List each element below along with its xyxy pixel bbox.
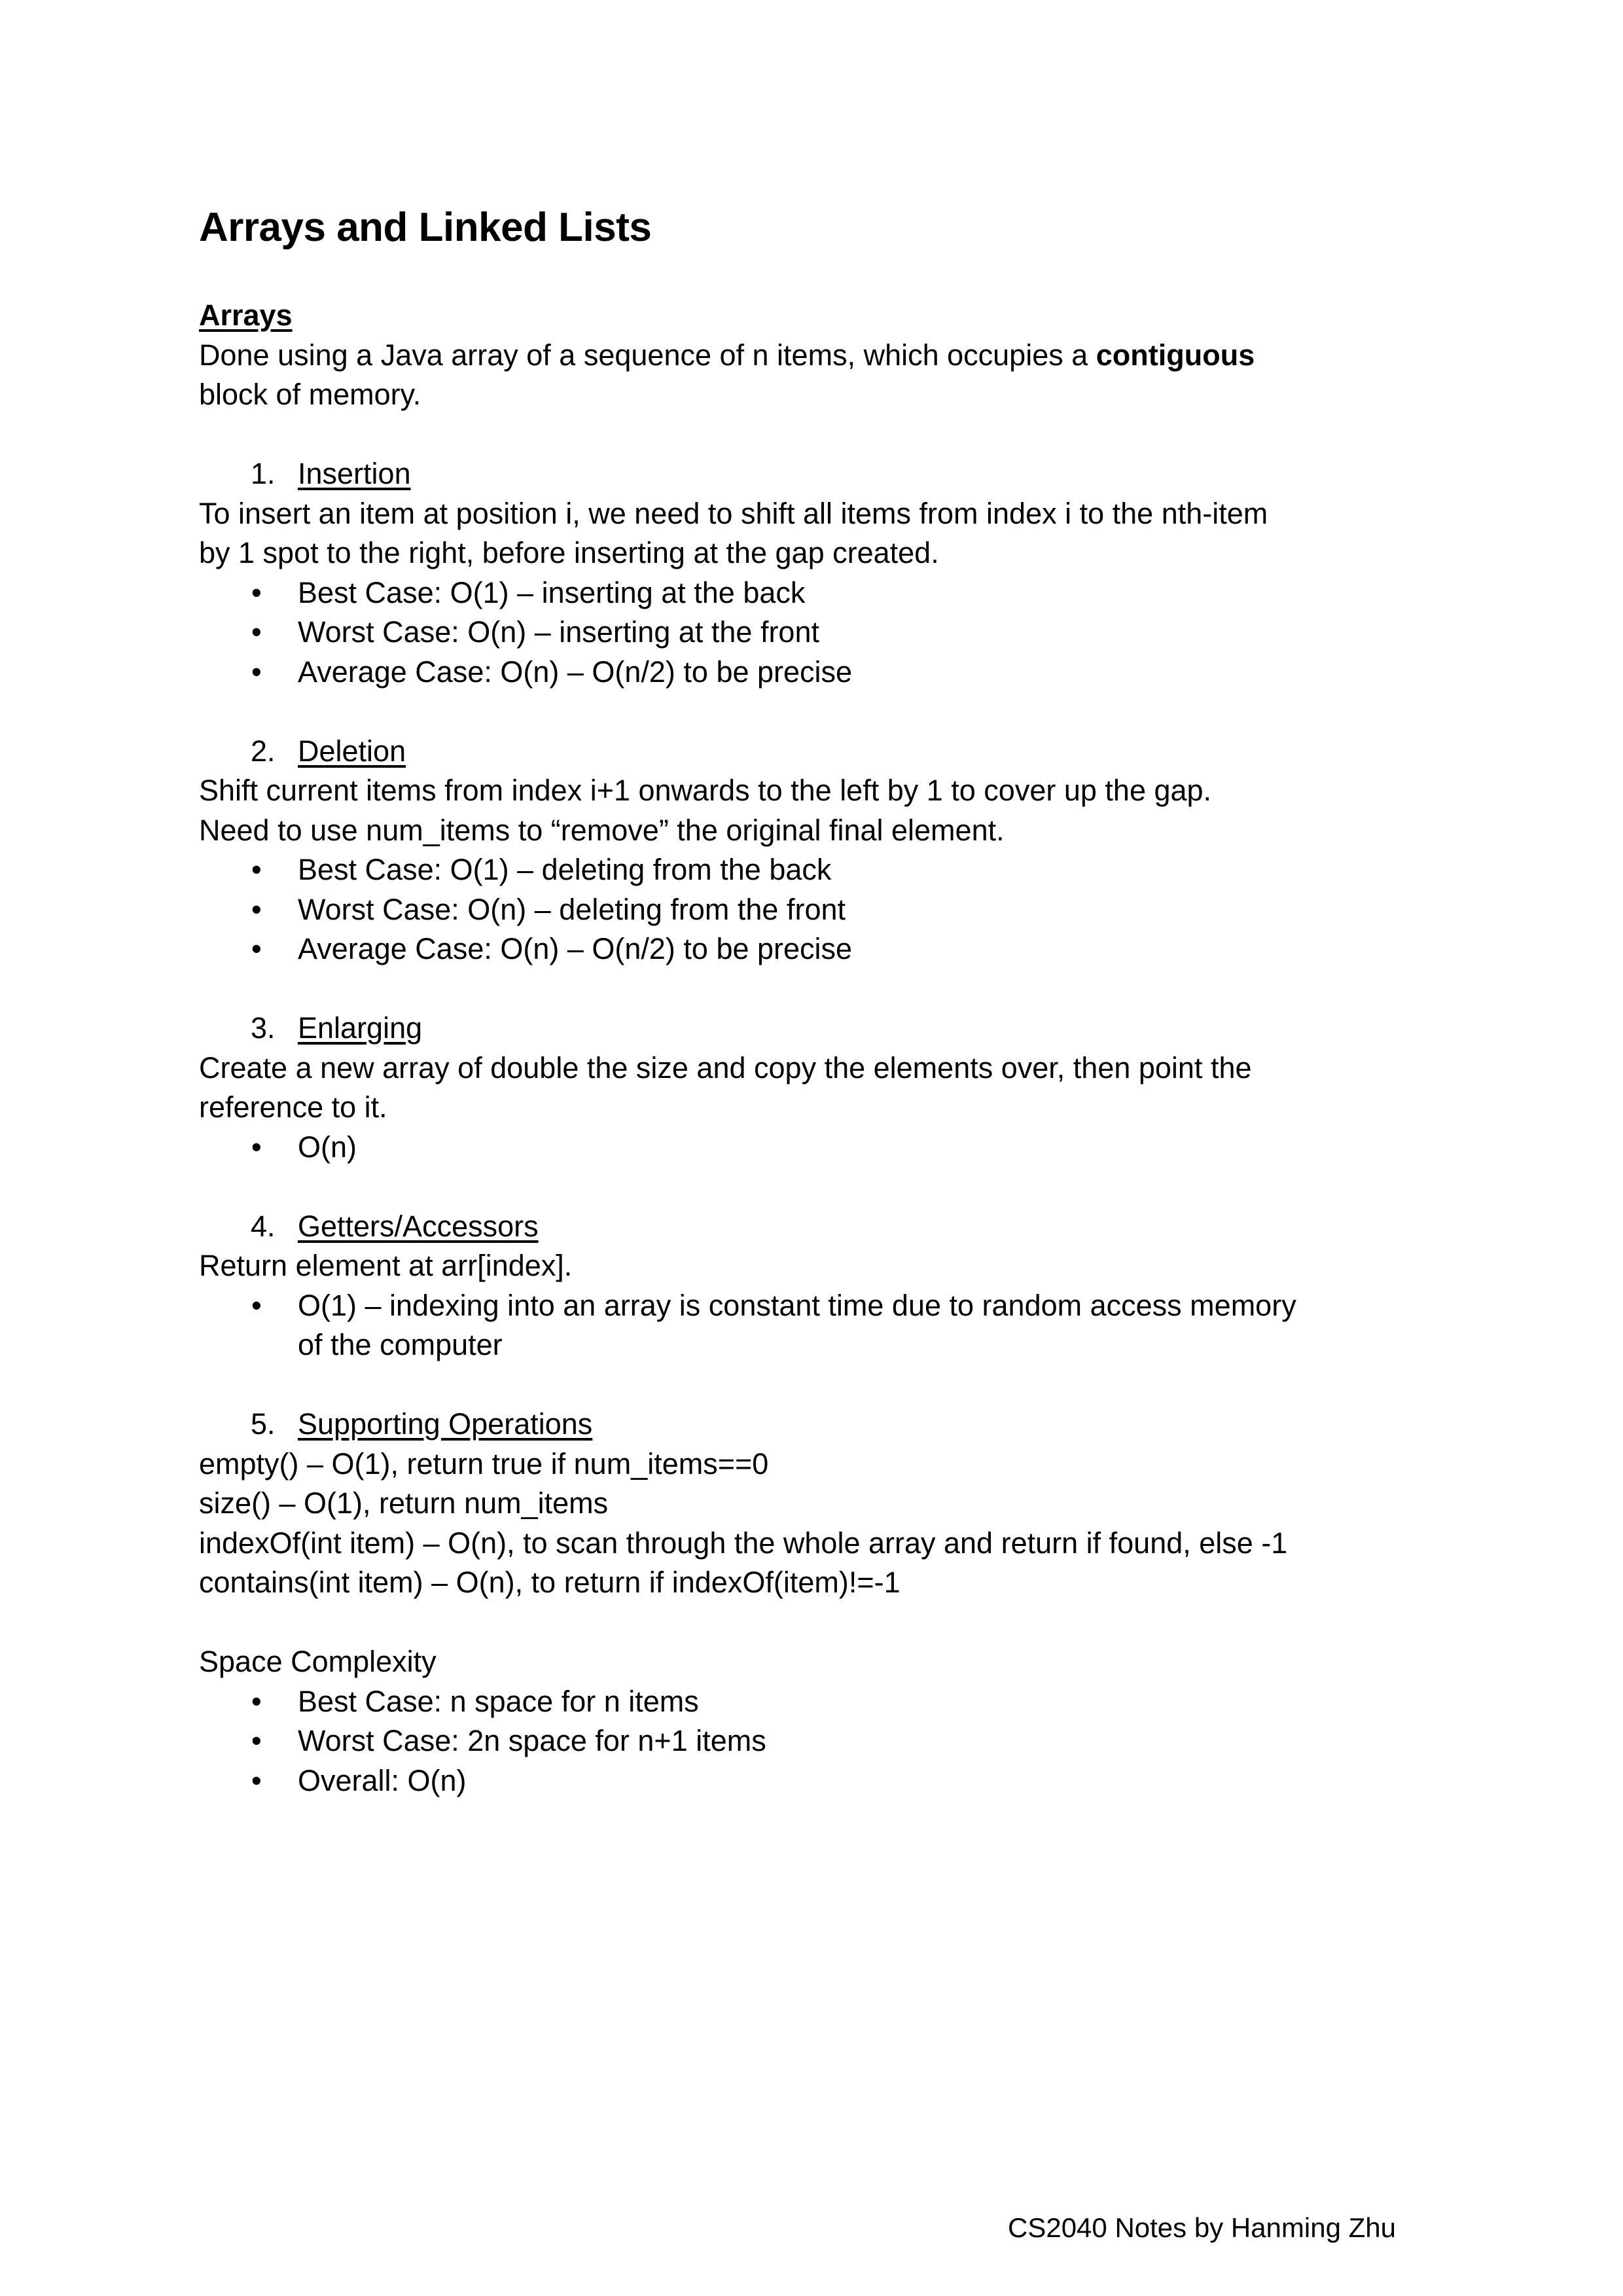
bullet-icon: • <box>251 615 262 649</box>
bullet-text: Best Case: O(1) – inserting at the back <box>298 575 806 609</box>
section-heading-arrays: Arrays <box>199 298 293 332</box>
bullet-icon: • <box>251 575 262 609</box>
blank-line <box>199 692 1287 732</box>
list-number: 3. <box>251 1011 276 1045</box>
bullet-icon: • <box>251 1288 262 1322</box>
list-heading-label: Getters/Accessors <box>298 1209 539 1243</box>
bullet-text: Average Case: O(n) – O(n/2) to be precise <box>298 655 853 689</box>
bullet-icon: • <box>251 1684 262 1718</box>
bullet-text: O(1) – indexing into an array is constant time due to random access memory <box>298 1288 1296 1322</box>
bullet-icon: • <box>251 1724 262 1757</box>
blank-line <box>199 415 1287 455</box>
list-number: 1. <box>251 457 276 490</box>
bullet-text: Worst Case: O(n) – deleting from the front <box>298 892 846 926</box>
description-line: To insert an item at position i, we need to shift all items from index i to the nth-item <box>199 496 1268 530</box>
sections <box>199 454 1296 1642</box>
numbered-heading <box>199 1405 1287 1444</box>
blank-line <box>199 1167 1287 1207</box>
bullet-text: Average Case: O(n) – O(n/2) to be precise <box>298 932 853 965</box>
bullet-text: Overall: O(n) <box>298 1763 467 1797</box>
bullet-item <box>199 850 1287 890</box>
bullet-text: Best Case: O(1) – deleting from the back <box>298 853 832 886</box>
description-line: Create a new array of double the size and copy the elements over, then point the <box>199 1050 1252 1085</box>
document-body <box>199 296 1296 1801</box>
list-number: 4. <box>251 1209 276 1243</box>
bullet-item <box>199 1128 1287 1168</box>
numbered-heading <box>199 454 1287 494</box>
numbered-heading <box>199 732 1287 772</box>
space-bullet-item <box>199 1761 1287 1801</box>
bullet-text: Best Case: n space for n items <box>298 1684 699 1718</box>
description-line: indexOf(int item) – O(n), to scan through the whole array and return if found, else -1 <box>199 1526 1288 1560</box>
description-line: Return element at arr[index]. <box>199 1249 573 1282</box>
bullet-icon: • <box>251 892 262 926</box>
list-number: 5. <box>251 1407 276 1441</box>
blank-line <box>199 1365 1287 1405</box>
list-heading-label: Deletion <box>298 734 406 768</box>
bullet-text: Worst Case: 2n space for n+1 items <box>298 1724 766 1757</box>
space-bullet-item <box>199 1682 1287 1722</box>
bullet-item <box>199 653 1287 692</box>
description-line: empty() – O(1), return true if num_items==0 <box>199 1446 769 1480</box>
blank-line <box>199 969 1287 1009</box>
description-line: Need to use num_items to “remove” the original final element. <box>199 813 1005 847</box>
space-heading: Space Complexity <box>199 1645 437 1678</box>
description-line: Shift current items from index i+1 onwards to the left by 1 to cover up the gap. <box>199 774 1212 807</box>
bullet-icon: • <box>251 1130 262 1164</box>
bullet-icon: • <box>251 853 262 886</box>
bullet-text: O(n) <box>298 1130 357 1164</box>
bullet-item <box>199 929 1287 969</box>
bullet-text: Worst Case: O(n) – inserting at the front <box>298 615 819 649</box>
footer: CS2040 Notes by Hanming Zhu <box>1008 2212 1396 2243</box>
numbered-heading <box>199 1207 1287 1247</box>
bullet-icon: • <box>251 932 262 965</box>
intro-line-2: block of memory. <box>199 378 421 411</box>
list-heading-label: Supporting Operations <box>298 1407 593 1441</box>
list-heading-label: Enlarging <box>298 1011 423 1045</box>
intro-text: Done using a Java array of a sequence of n items, which occupies a <box>199 338 1096 372</box>
description-line: size() – O(1), return num_items <box>199 1486 609 1520</box>
blank-line <box>199 1603 1287 1643</box>
bullet-item <box>199 890 1287 930</box>
description-line: by 1 spot to the right, before inserting at the gap created. <box>199 536 939 569</box>
description-line: reference to it. <box>199 1090 387 1124</box>
intro-line-1 <box>199 336 1287 376</box>
bullet-icon: • <box>251 655 262 689</box>
bullet-item <box>199 613 1287 653</box>
bullet-continuation: of the computer <box>298 1328 503 1361</box>
bullet-icon: • <box>251 1763 262 1797</box>
bullet-item <box>199 1286 1296 1326</box>
numbered-heading <box>199 1009 1287 1049</box>
space-bullets <box>199 1682 1287 1801</box>
intro-bold: contiguous <box>1096 338 1255 372</box>
page-title: Arrays and Linked Lists <box>199 205 652 250</box>
bullet-item <box>199 573 1287 613</box>
list-heading-label: Insertion <box>298 457 411 490</box>
space-bullet-item <box>199 1721 1287 1761</box>
description-line: contains(int item) – O(n), to return if indexOf(item)!=-1 <box>199 1566 901 1599</box>
list-number: 2. <box>251 734 276 768</box>
